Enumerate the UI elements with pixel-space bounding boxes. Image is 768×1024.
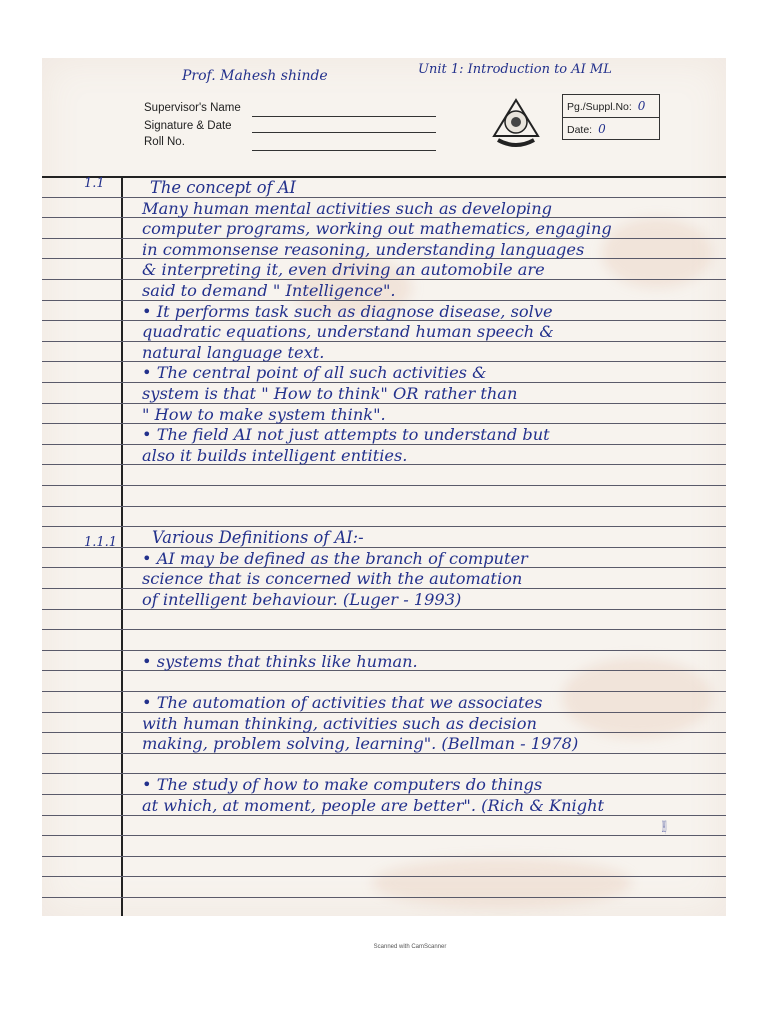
signature-date-line (252, 132, 436, 133)
date-row (563, 117, 659, 139)
ruled-line (42, 856, 726, 857)
date-label: Date: (567, 124, 593, 136)
note-line: also it builds intelligent entities. (142, 445, 408, 465)
note-line: • The field AI not just attempts to understand but (142, 425, 550, 445)
note-line: at which, at moment, people are better". (Rich & Knight (142, 796, 605, 815)
scanner-footer (0, 944, 768, 950)
ruled-line (42, 835, 726, 836)
supervisor-name-label: Supervisor's Name (144, 102, 241, 114)
notebook-page (42, 58, 726, 916)
unit-title: Unit 1: Introduction to AI ML (418, 62, 612, 77)
page-number-label: Pg./Suppl.No: (567, 101, 632, 113)
note-line: said to demand " Intelligence". (142, 281, 396, 300)
ruled-line (42, 506, 726, 507)
scanner-watermark: Scanned with CamScanner (373, 944, 447, 950)
note-line: 1991) (662, 816, 667, 836)
section-number-1-1-1: 1.1.1 (84, 535, 118, 550)
page-number-value: 0 (637, 99, 646, 113)
roll-no-label: Roll No. (144, 136, 185, 148)
ruled-line (42, 897, 726, 898)
signature-date-label: Signature & Date (144, 120, 232, 132)
note-line: with human thinking, activities such as decision (142, 713, 537, 733)
ruled-line (42, 650, 726, 651)
note-line: science that is concerned with the automation (142, 569, 523, 589)
note-line: computer programs, working out mathematics, engaging (142, 219, 612, 239)
ruled-line (42, 876, 726, 877)
note-line: in commonsense reasoning, understanding languages (142, 239, 585, 259)
section-number-1-1: 1.1 (84, 176, 105, 191)
note-line: • The study of how to make computers do things (142, 775, 543, 795)
heading-concept-of-ai: The concept of AI (150, 178, 296, 197)
ruled-line (42, 526, 726, 527)
note-line: of intelligent behaviour. (Luger - 1993) (142, 590, 462, 609)
professor-name: Prof. Mahesh shinde (182, 68, 328, 84)
note-line: • The central point of all such activities & (142, 363, 487, 383)
supervisor-name-line (252, 116, 436, 117)
note-line: • AI may be defined as the branch of computer (142, 548, 528, 568)
ruled-line (42, 773, 726, 774)
note-line: • The automation of activities that we associates (142, 693, 543, 712)
date-value: 0 (598, 122, 606, 136)
roll-no-line (252, 150, 436, 151)
ruled-line (42, 629, 726, 630)
ruled-line (42, 691, 726, 692)
note-line: & interpreting it, even driving an automobile are (142, 260, 545, 280)
note-line: Many human mental activities such as developing (142, 198, 553, 218)
note-line: • systems that thinks like human. (142, 651, 418, 671)
college-emblem-logo (490, 96, 542, 152)
page-number-date-box (562, 94, 660, 140)
page-number-row (563, 95, 659, 117)
ruled-line (42, 485, 726, 486)
note-line: • It performs task such as diagnose disease, solve (142, 301, 553, 321)
note-line: making, problem solving, learning". (Bellman - 1978) (142, 734, 579, 754)
note-line: natural language text. (142, 342, 325, 362)
note-line: system is that " How to think" OR rather than (142, 384, 518, 403)
note-line: " How to make system think". (142, 404, 386, 424)
heading-definitions-of-ai: Various Definitions of AI:- (152, 528, 364, 548)
note-line: quadratic equations, understand human speech & (142, 322, 554, 342)
